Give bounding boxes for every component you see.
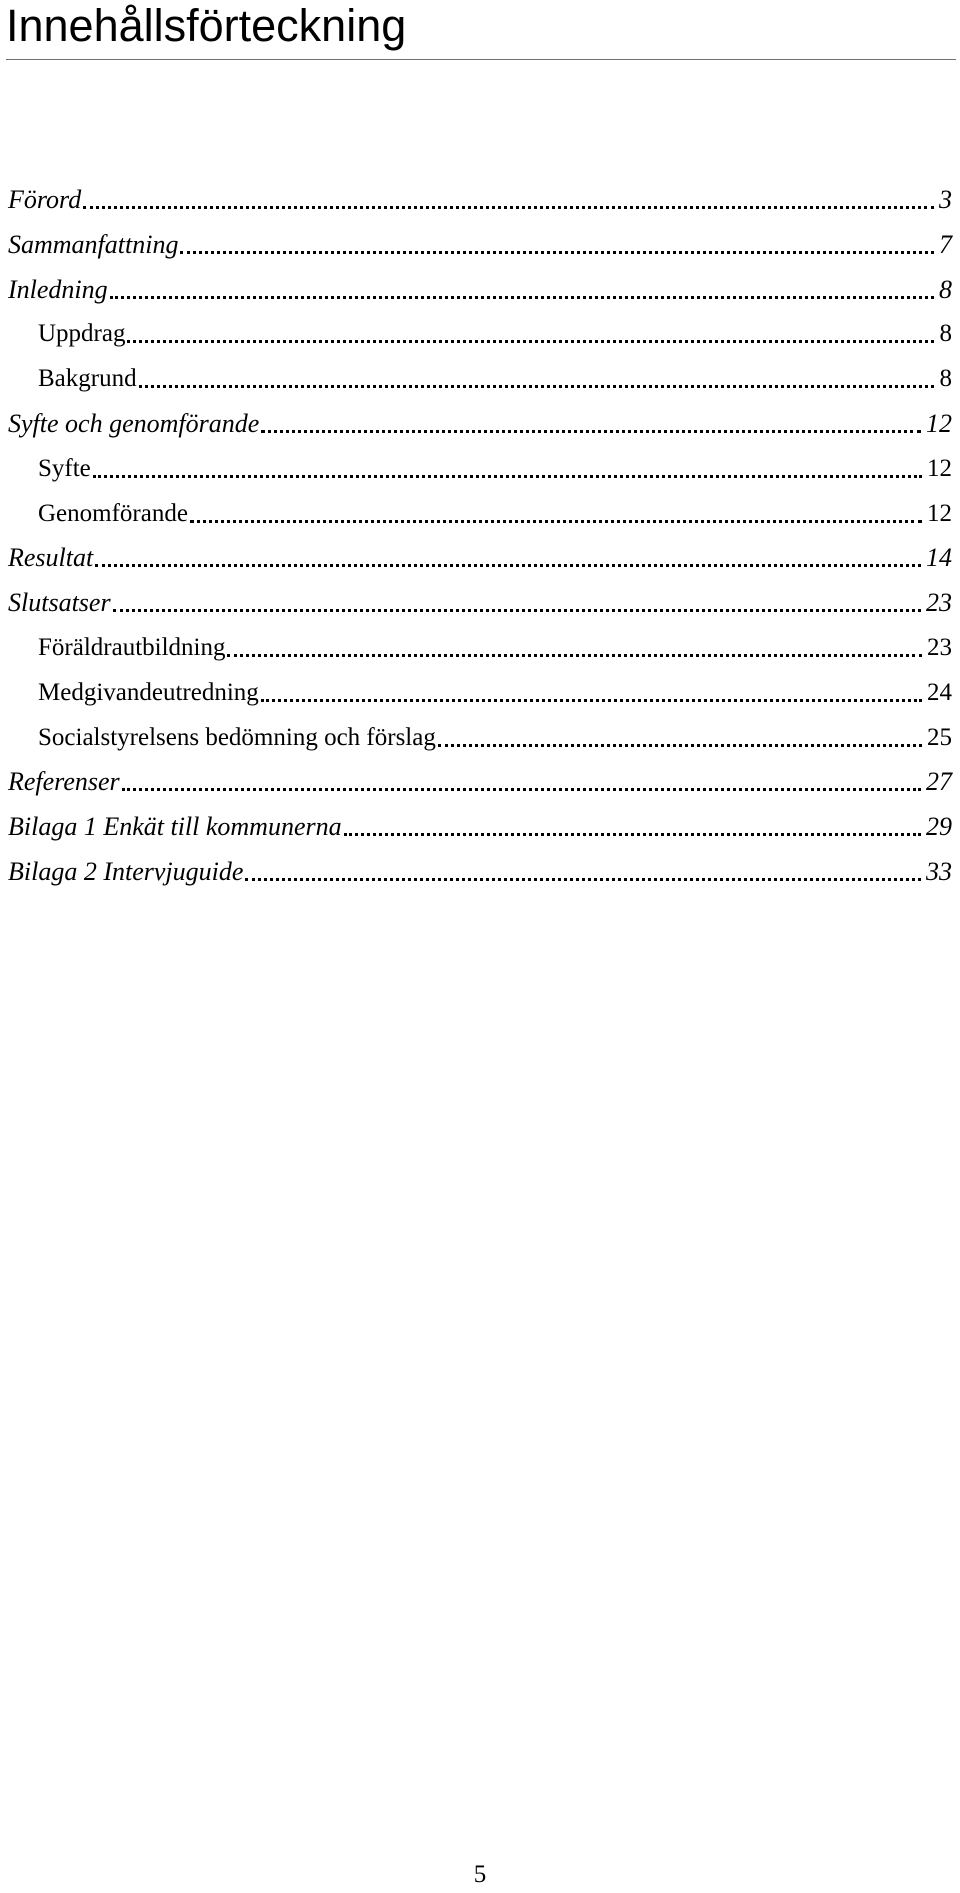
toc-entry-page: 8 — [937, 314, 953, 354]
toc-entry-page: 12 — [924, 449, 952, 489]
toc-leader-dots — [190, 520, 922, 523]
toc-entry-label: Bilaga 2 Intervjuguide — [8, 852, 245, 892]
toc-entry-socialstyrelsens-bedomning[interactable] — [0, 718, 960, 758]
toc-leader-dots — [245, 878, 921, 881]
toc-entry-foraldrautbildning[interactable] — [0, 628, 960, 668]
toc-leader-dots — [180, 251, 934, 254]
toc-entry-page: 12 — [924, 494, 952, 534]
toc-leader-dots — [113, 609, 921, 612]
toc-entry-syfte[interactable] — [0, 449, 960, 489]
toc-leader-dots — [93, 475, 922, 478]
toc-leader-dots — [122, 788, 921, 791]
toc-entry-label: Bakgrund — [38, 359, 139, 399]
toc-entry-genomforande[interactable] — [0, 494, 960, 534]
toc-entry-page: 23 — [923, 583, 952, 623]
toc-entry-label: Syfte — [38, 449, 93, 489]
toc-entry-page: 3 — [936, 180, 952, 220]
toc-leader-dots — [261, 699, 922, 702]
toc-entry-label: Genomförande — [38, 494, 190, 534]
toc-entry-label: Slutsatser — [8, 583, 113, 623]
toc-leader-dots — [227, 654, 922, 657]
toc-entry-page: 7 — [936, 225, 952, 265]
toc-entry-page: 23 — [924, 628, 952, 668]
toc-entry-label: Syfte och genomförande — [8, 404, 261, 444]
toc-entry-medgivandeutredning[interactable] — [0, 673, 960, 713]
toc-entry-uppdrag[interactable] — [0, 314, 960, 354]
toc-entry-page: 8 — [936, 270, 952, 310]
toc-leader-dots — [110, 296, 934, 299]
toc-entry-page: 24 — [924, 673, 952, 713]
toc-entry-label: Socialstyrelsens bedömning och förslag — [38, 718, 438, 758]
toc-entry-sammanfattning[interactable] — [0, 225, 960, 265]
toc-entry-label: Medgivandeutredning — [38, 673, 261, 713]
toc-leader-dots — [438, 744, 922, 747]
toc-leader-dots — [127, 340, 934, 343]
toc-entry-label: Referenser — [8, 762, 122, 802]
toc-leader-dots — [139, 385, 934, 388]
toc-entry-label: Inledning — [8, 270, 110, 310]
toc-entry-label: Förord — [8, 180, 83, 220]
toc-entry-label: Sammanfattning — [8, 225, 180, 265]
toc-entry-page: 27 — [923, 762, 952, 802]
toc-entry-forord[interactable] — [0, 180, 960, 220]
toc-entry-bilaga-2[interactable] — [0, 852, 960, 892]
toc-entry-inledning[interactable] — [0, 270, 960, 310]
toc-entry-label: Bilaga 1 Enkät till kommunerna — [8, 807, 344, 847]
toc-entry-page: 14 — [923, 538, 952, 578]
toc-entry-page: 8 — [937, 359, 953, 399]
toc-entry-referenser[interactable] — [0, 762, 960, 802]
toc-entry-page: 25 — [924, 718, 952, 758]
toc-leader-dots — [261, 430, 921, 433]
page-title: Innehållsförteckning — [6, 0, 956, 60]
toc-entry-label: Föräldrautbildning — [38, 628, 227, 668]
toc-entry-bilaga-1[interactable] — [0, 807, 960, 847]
toc-entry-syfte-och-genomforande[interactable] — [0, 404, 960, 444]
toc-entry-page: 33 — [923, 852, 952, 892]
toc-entry-slutsatser[interactable] — [0, 583, 960, 623]
toc-entry-page: 29 — [923, 807, 952, 847]
toc-leader-dots — [95, 564, 921, 567]
toc-entry-resultat[interactable] — [0, 538, 960, 578]
toc-leader-dots — [83, 206, 934, 209]
toc-entry-bakgrund[interactable] — [0, 359, 960, 399]
toc-leader-dots — [344, 833, 921, 836]
toc-entry-label: Resultat — [8, 538, 95, 578]
toc-entry-label: Uppdrag — [38, 314, 127, 354]
page-number: 5 — [473, 1861, 487, 1888]
toc-entry-page: 12 — [923, 404, 952, 444]
